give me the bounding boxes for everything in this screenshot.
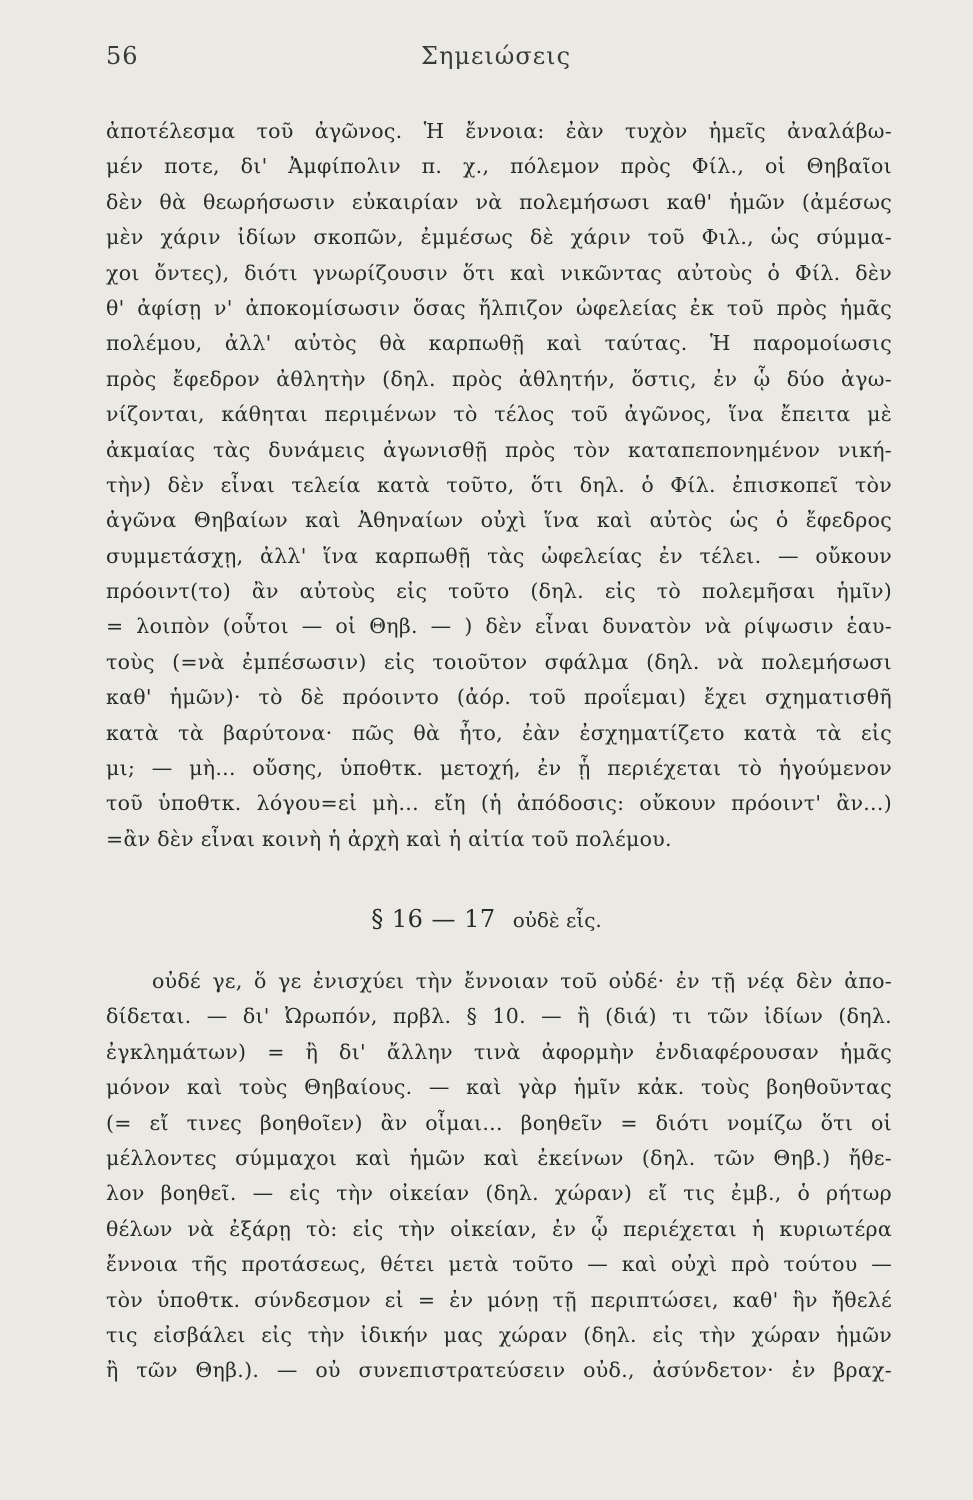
text-line: οὐδέ γε, ὅ γε ἐνισχύει τὴν ἔννοιαν τοῦ οὐδέ· ἐν τῇ νέᾳ δὲν ἀπο- xyxy=(152,969,892,993)
text-line: θέλων νὰ ἐξάρῃ τὸ: εἰς τὴν οἰκείαν, ἐν ᾧ περιέχεται ἡ κυριωτέρα xyxy=(106,1216,892,1241)
text-line: χοι ὄντες), διότι γνωρίζουσιν ὅτι καὶ νικῶντας αὐτοὺς ὁ Φίλ. δὲν xyxy=(106,260,892,285)
text-line: μόνον καὶ τοὺς Θηβαίους. — καὶ γὰρ ἡμῖν κἀκ. τοὺς βοηθοῦντας xyxy=(106,1075,892,1100)
text-line: κατὰ τὰ βαρύτονα· πῶς θὰ ἦτο, ἐὰν ἐσχηματίζετο κατὰ τὰ εἰς xyxy=(106,720,892,745)
text-line: ἀποτέλεσμα τοῦ ἀγῶνος. Ἡ ἔννοια: ἐὰν τυχὸν ἡμεῖς ἀναλάβω- xyxy=(106,119,892,143)
page-number: 56 xyxy=(106,42,139,70)
section-lemma: οὐδὲ εἷς. xyxy=(512,908,602,932)
text-line: δὲν θὰ θεωρήσωσιν εὐκαιρίαν νὰ πολεμήσωσι καθ' ἡμῶν (ἀμέσως xyxy=(106,189,892,214)
text-line: μέν ποτε, δι' Ἀμφίπολιν π. χ., πόλεμον πρὸς Φίλ., οἱ Θηβαῖοι xyxy=(106,154,892,179)
text-line: δίδεται. — δι' Ὠρωπόν, πρβλ. § 10. — ἢ (διά) τι τῶν ἰδίων (δηλ. xyxy=(106,1004,892,1029)
commentary-block-2 xyxy=(106,964,892,1389)
section-heading xyxy=(0,905,973,933)
text-line: μέλλοντες σύμμαχοι καὶ ἡμῶν καὶ ἐκείνων (δηλ. τῶν Θηβ.) ἤθε- xyxy=(106,1145,892,1170)
text-line: ἀκμαίας τὰς δυνάμεις ἀγωνισθῇ πρὸς τὸν καταπεπονημένον νική- xyxy=(106,437,892,462)
text-line: τις εἰσβάλει εἰς τὴν ἰδικήν μας χώραν (δηλ. εἰς τὴν χώραν ἡμῶν xyxy=(106,1322,892,1347)
text-line: τοῦ ὑποθτκ. λόγου=εἰ μὴ... εἴη (ἡ ἀπόδοσις: οὔκουν πρόοιντ' ἂν...) xyxy=(106,791,892,816)
running-title: Σημειώσεις xyxy=(421,42,572,70)
text-line: θ' ἀφίσῃ ν' ἀποκομίσωσιν ὅσας ἤλπιζον ὠφελείας ἐκ τοῦ πρὸς ἡμᾶς xyxy=(106,295,892,320)
section-number: § 16 — 17 xyxy=(371,905,496,933)
text-line: = λοιπὸν (οὗτοι — οἱ Θηβ. — ) δὲν εἶναι δυνατὸν νὰ ρίψωσιν ἑαυ- xyxy=(106,614,892,639)
page-header xyxy=(106,42,893,82)
text-line: (= εἴ τινες βοηθοῖεν) ἂν οἶμαι... βοηθεῖν = διότι νομίζω ὅτι οἱ xyxy=(106,1110,892,1135)
text-line: ἢ τῶν Θηβ.). — οὐ συνεπιστρατεύσειν οὐδ., ἀσύνδετον· ἐν βραχ- xyxy=(106,1358,892,1383)
text-line: τὸν ὑποθτκ. σύνδεσμον εἰ = ἐν μόνῃ τῇ περιπτώσει, καθ' ἣν ἤθελέ xyxy=(106,1287,892,1312)
text-line: ἀγῶνα Θηβαίων καὶ Ἀθηναίων οὐχὶ ἵνα καὶ αὐτὸς ὡς ὁ ἔφεδρος xyxy=(106,508,892,533)
commentary-block-1 xyxy=(106,114,892,857)
text-line: ἔννοια τῆς προτάσεως, θέτει μετὰ τοῦτο — καὶ οὐχὶ πρὸ τούτου — xyxy=(106,1252,892,1277)
text-line: πρόοιντ(το) ἂν αὐτοὺς εἰς τοῦτο (δηλ. εἰς τὸ πολεμῆσαι ἡμῖν) xyxy=(106,579,892,604)
text-line: τοὺς (=νὰ ἐμπέσωσιν) εἰς τοιοῦτον σφάλμα (δηλ. νὰ πολεμήσωσι xyxy=(106,649,892,674)
text-line: καθ' ἡμῶν)· τὸ δὲ πρόοιντο (ἀόρ. τοῦ προΐεμαι) ἔχει σχηματισθῆ xyxy=(106,685,892,710)
text-line: =ἂν δὲν εἶναι κοινὴ ἡ ἀρχὴ καὶ ἡ αἰτία τοῦ πολέμου. xyxy=(106,826,672,851)
text-line: λον βοηθεῖ. — εἰς τὴν οἰκείαν (δηλ. χώραν) εἴ τις ἐμβ., ὁ ρήτωρ xyxy=(106,1181,892,1206)
text-line: ἐγκλημάτων) = ἢ δι' ἄλλην τινὰ ἀφορμὴν ἐνδιαφέρουσαν ἡμᾶς xyxy=(106,1039,892,1064)
text-line: συμμετάσχῃ, ἀλλ' ἵνα καρπωθῇ τὰς ὠφελείας ἐν τέλει. — οὔκουν xyxy=(106,543,892,568)
text-line: μι; — μὴ... οὔσης, ὑποθτκ. μετοχή, ἐν ᾗ περιέχεται τὸ ἡγούμενον xyxy=(106,756,892,781)
text-line: τὴν) δὲν εἶναι τελεία κατὰ τοῦτο, ὅτι δηλ. ὁ Φίλ. ἐπισκοπεῖ τὸν xyxy=(106,472,892,497)
text-line: πρὸς ἔφεδρον ἀθλητὴν (δηλ. πρὸς ἀθλητήν, ὅστις, ἐν ᾧ δύο ἀγω- xyxy=(106,366,892,391)
text-line: μὲν χάριν ἰδίων σκοπῶν, ἐμμέσως δὲ χάριν τοῦ Φιλ., ὡς σύμμα- xyxy=(106,225,892,250)
text-line: πολέμου, ἀλλ' αὐτὸς θὰ καρπωθῇ καὶ ταύτας. Ἡ παρομοίωσις xyxy=(106,331,892,356)
text-line: νίζονται, κάθηται περιμένων τὸ τέλος τοῦ ἀγῶνος, ἵνα ἔπειτα μὲ xyxy=(106,402,892,427)
